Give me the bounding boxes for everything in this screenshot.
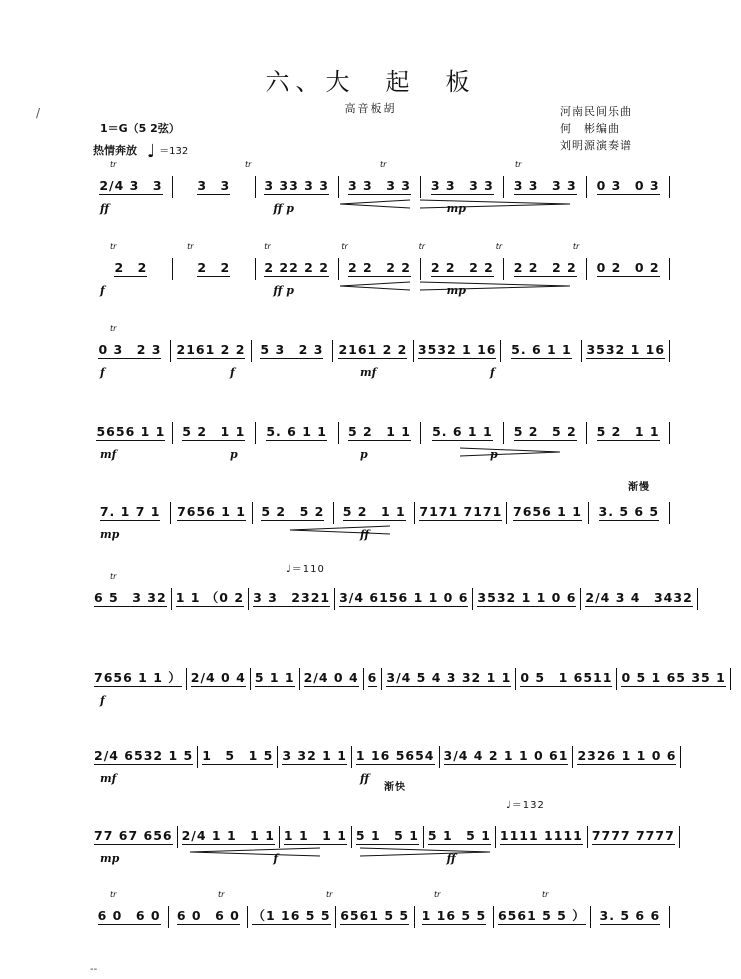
measure-notes: 7656 1 1 — [513, 504, 582, 519]
measure — [339, 176, 422, 198]
measure-notes: （1 16 5 5 — [252, 908, 331, 923]
key-signature: 1＝G（5 2弦） — [100, 122, 180, 135]
measure-notes: 6 — [367, 670, 378, 685]
measure — [173, 422, 256, 444]
measure-notes: 5 1 5 1 — [355, 828, 419, 843]
ornament-row — [90, 322, 670, 338]
dynamic-mark: f — [273, 852, 279, 865]
measure — [256, 258, 339, 280]
trill-mark: tr — [380, 160, 387, 169]
measure — [173, 258, 256, 280]
measure-notes: 2 2 2 2 — [430, 260, 494, 275]
trill-mark: tr — [572, 242, 580, 251]
measure — [90, 746, 198, 768]
dynamics-row — [90, 932, 670, 946]
measure — [501, 340, 582, 362]
notes-row — [90, 826, 675, 848]
measure-notes: 5 2 1 1 — [348, 424, 411, 439]
trill-mark: tr — [110, 324, 117, 333]
dynamic-mark: p — [360, 448, 368, 461]
decrescendo-hairpin — [360, 848, 490, 856]
dynamic-mark: mp — [446, 202, 466, 215]
measure-notes: 6 0 6 0 — [97, 908, 161, 923]
measure-notes: 6 5 3 32 — [94, 590, 167, 605]
measure-notes: 77 67 656 — [94, 828, 173, 843]
measure — [90, 258, 173, 280]
score-line — [90, 808, 675, 868]
ornament-row — [90, 484, 670, 500]
measure — [198, 746, 278, 768]
instrument-subtitle: 高音板胡 — [344, 102, 397, 115]
measure-notes: 0 2 0 2 — [596, 260, 660, 275]
measure — [415, 906, 494, 928]
dynamic-mark: f — [490, 366, 495, 379]
tempo-value: ＝132 — [159, 146, 189, 157]
measure — [280, 826, 352, 848]
trill-mark: tr — [264, 242, 271, 251]
measure-notes: 5 3 2 3 — [260, 342, 324, 357]
measure-notes: 5. 6 1 1 — [511, 342, 572, 357]
measure — [473, 588, 581, 610]
measure — [421, 258, 504, 280]
dynamic-mark: ff — [446, 852, 456, 865]
trill-mark: tr — [434, 890, 441, 899]
measure — [187, 668, 251, 690]
dynamic-mark: mp — [100, 528, 120, 541]
measure-notes: 6561 5 5 ） — [497, 908, 586, 923]
measure — [504, 422, 587, 444]
quarter-note-icon: ♩ — [506, 800, 512, 811]
measure — [256, 176, 339, 198]
crescendo-hairpin — [190, 848, 320, 856]
measure-notes: 2 22 2 2 — [264, 260, 329, 275]
dynamic-mark: mp — [100, 852, 120, 865]
measure-notes: 0 3 0 3 — [596, 178, 660, 193]
notes-row — [90, 906, 670, 928]
measure-notes: 2 2 — [114, 260, 148, 275]
measure — [589, 502, 670, 524]
dynamic-mark: p — [490, 448, 498, 461]
dynamics-row — [90, 614, 670, 628]
ornament-row — [90, 570, 670, 586]
measure — [90, 588, 172, 610]
measure — [421, 176, 504, 198]
measure — [504, 258, 587, 280]
measure — [421, 422, 504, 444]
piece-title: 六、大 起 板 — [265, 68, 476, 96]
trill-mark: tr — [515, 160, 522, 169]
score-line — [90, 650, 726, 710]
measure — [278, 746, 352, 768]
tempo-132-mark: ♩＝132 — [506, 800, 545, 811]
measure-notes: 2/4 3 4 3432 — [585, 590, 693, 605]
measure-notes: 5 2 1 1 — [342, 504, 406, 519]
measure-notes: 5 1 5 1 — [427, 828, 491, 843]
ornament-row — [90, 650, 670, 666]
score-line — [90, 240, 670, 300]
score-line — [90, 322, 670, 382]
trill-mark: tr — [418, 242, 425, 251]
notes-row — [90, 502, 670, 524]
measure — [256, 422, 339, 444]
notes-row — [90, 668, 726, 690]
measure — [573, 746, 681, 768]
measure — [581, 588, 697, 610]
dynamic-mark: ff p — [273, 202, 294, 215]
measure — [90, 668, 187, 690]
measure — [496, 826, 588, 848]
notes-row — [90, 340, 670, 362]
trill-mark: tr — [110, 242, 117, 251]
measure-notes: 5. 6 1 1 — [432, 424, 493, 439]
ornament-row — [90, 808, 670, 824]
measure — [424, 826, 496, 848]
accelerando-mark: 渐快 — [384, 782, 406, 793]
trill-mark: tr — [110, 572, 117, 581]
measure — [588, 826, 680, 848]
trill-mark: tr — [495, 242, 503, 251]
measure — [582, 340, 670, 362]
measure-notes: 5656 1 1 — [96, 424, 166, 439]
tempo-110-mark: ♩＝110 — [286, 564, 325, 575]
decrescendo-hairpin — [420, 200, 570, 208]
ritardando-mark: 渐慢 — [628, 482, 650, 493]
measure-notes: 3 3 2321 — [253, 590, 331, 605]
score-line — [90, 888, 670, 948]
measure-notes: 7. 1 7 1 — [99, 504, 161, 519]
measure-notes: 7656 1 1 — [177, 504, 246, 519]
measure — [516, 668, 617, 690]
measure — [335, 588, 473, 610]
trill-mark: tr — [245, 160, 252, 169]
measure — [249, 588, 335, 610]
measure-notes: 1 16 5654 — [355, 748, 435, 763]
notes-row — [90, 258, 670, 280]
measure-notes: 7171 7171 — [419, 504, 503, 519]
measure — [171, 340, 252, 362]
measure-notes: 3 3 3 3 — [430, 178, 494, 193]
measure-notes: 2161 2 2 — [338, 342, 408, 357]
measure-notes: 1111 1111 — [499, 828, 583, 843]
measure — [333, 340, 414, 362]
score-line — [90, 158, 670, 218]
measure — [248, 906, 335, 928]
measure — [178, 826, 280, 848]
dynamics-row — [90, 366, 670, 380]
measure-notes: 3 32 1 1 — [282, 748, 347, 763]
measure — [90, 340, 171, 362]
measure-notes: 5 2 1 1 — [596, 424, 660, 439]
measure-notes: 1 1 1 1 — [283, 828, 347, 843]
measure-notes: 2 2 2 2 — [348, 260, 411, 275]
measure — [171, 502, 252, 524]
dynamic-mark: mp — [446, 284, 466, 297]
measure-notes: 2/4 0 4 — [190, 670, 246, 685]
trill-mark: tr — [326, 890, 333, 899]
measure — [352, 746, 440, 768]
notes-row — [90, 422, 670, 444]
measure-notes: 5 2 5 2 — [513, 424, 577, 439]
measure — [507, 502, 588, 524]
score-line — [90, 570, 693, 630]
ornament-row — [90, 888, 670, 904]
dynamic-mark: mf — [100, 772, 117, 785]
measure — [617, 668, 730, 690]
measure-notes: 3 3 3 3 — [513, 178, 577, 193]
measure — [494, 906, 591, 928]
ornament-row — [90, 240, 670, 256]
dynamic-mark: ff — [360, 772, 370, 785]
measure — [334, 502, 415, 524]
measure — [382, 668, 516, 690]
measure-notes: 3532 1 16 — [417, 342, 497, 357]
measure — [415, 502, 507, 524]
measure — [172, 588, 249, 610]
measure-notes: 2326 1 1 0 6 — [577, 748, 677, 763]
crescendo-hairpin — [340, 200, 410, 208]
measure — [251, 668, 300, 690]
dynamic-mark: ff — [360, 528, 370, 541]
measure — [336, 906, 415, 928]
trill-mark: tr — [110, 890, 117, 899]
measure — [440, 746, 574, 768]
margin-mark: / — [36, 106, 41, 120]
measure-notes: 3532 1 16 — [586, 342, 666, 357]
credit-arranger: 何 彬编曲 — [560, 122, 620, 135]
measure-notes: 3 3 — [197, 178, 231, 193]
notes-row — [90, 746, 677, 768]
score-line — [90, 484, 670, 544]
measure — [364, 668, 383, 690]
dynamic-mark: f — [230, 366, 235, 379]
decrescendo-hairpin — [420, 282, 570, 290]
dynamic-mark: ff p — [273, 284, 294, 297]
trill-mark: tr — [110, 160, 117, 169]
crescendo-hairpin — [290, 526, 390, 534]
trill-mark: tr — [218, 890, 225, 899]
trill-mark: tr — [187, 242, 194, 251]
measure-notes: 3 33 3 3 — [264, 178, 329, 193]
measure-notes: 3/4 4 2 1 1 0 61 — [443, 748, 569, 763]
measure-notes: 1 1 （0 2 — [175, 590, 245, 605]
measure-notes: 2/4 3 3 — [99, 178, 163, 193]
measure-notes: 0 5 1 6511 — [520, 670, 613, 685]
measure-notes: 3/4 6156 1 1 0 6 — [339, 590, 469, 605]
dynamics-row — [90, 772, 670, 786]
measure-notes: 3/4 5 4 3 32 1 1 — [386, 670, 512, 685]
measure — [587, 258, 670, 280]
credit-origin: 河南民间乐曲 — [560, 105, 632, 118]
measure — [414, 340, 502, 362]
measure-notes: 2/4 0 4 — [303, 670, 359, 685]
measure-notes: 5 1 1 — [254, 670, 295, 685]
measure — [90, 826, 178, 848]
score-line — [90, 404, 670, 464]
measure-notes: 6561 5 5 — [340, 908, 410, 923]
dynamic-mark: mf — [360, 366, 377, 379]
measure-notes: 5. 6 1 1 — [266, 424, 327, 439]
measure — [300, 668, 364, 690]
quarter-note-icon: ♩ — [146, 141, 156, 162]
dynamic-mark: f — [100, 694, 105, 707]
measure — [90, 422, 173, 444]
measure-notes: 0 3 2 3 — [98, 342, 162, 357]
measure — [587, 422, 670, 444]
measure — [587, 176, 670, 198]
ornament-row — [90, 158, 670, 174]
measure-notes: 3. 5 6 5 — [598, 504, 660, 519]
dynamics-row — [90, 694, 670, 708]
measure — [173, 176, 256, 198]
measure-notes: 1 5 1 5 — [202, 748, 274, 763]
decrescendo-hairpin — [460, 448, 560, 456]
measure-notes: 6 0 6 0 — [176, 908, 240, 923]
measure — [169, 906, 248, 928]
measure-notes: 0 5 1 65 35 1 — [621, 670, 726, 685]
dynamic-mark: p — [230, 448, 238, 461]
measure — [90, 176, 173, 198]
dynamics-row — [90, 448, 670, 462]
measure — [252, 340, 333, 362]
measure — [591, 906, 670, 928]
measure — [339, 258, 422, 280]
crescendo-hairpin — [340, 282, 410, 290]
measure-notes: 2/4 1 1 1 1 — [181, 828, 275, 843]
dynamic-mark: mf — [100, 448, 117, 461]
measure-notes: 3. 5 6 6 — [599, 908, 661, 923]
credits-block — [560, 103, 700, 154]
trill-mark: tr — [341, 242, 348, 251]
measure — [352, 826, 424, 848]
measure — [504, 176, 587, 198]
measure-notes: 3532 1 1 0 6 — [477, 590, 577, 605]
measure-notes: 7656 1 1 ） — [94, 670, 182, 685]
ornament-row — [90, 728, 670, 744]
measure-notes: 2/4 6532 1 5 — [94, 748, 194, 763]
dynamic-mark: f — [100, 366, 105, 379]
measure-notes: 5 2 5 2 — [261, 504, 325, 519]
dynamic-mark: ff — [100, 202, 110, 215]
notes-row — [90, 588, 693, 610]
credit-performer: 刘明源演奏谱 — [560, 139, 632, 152]
measure — [339, 422, 422, 444]
measure-notes: 5 2 1 1 — [182, 424, 246, 439]
measure — [90, 502, 171, 524]
ornament-row — [90, 404, 670, 420]
measure-notes: 3 3 3 3 — [348, 178, 411, 193]
expression-text: 热情奔放 — [93, 144, 137, 157]
measure — [253, 502, 334, 524]
dynamic-mark: f — [100, 284, 105, 297]
trill-mark: tr — [542, 890, 549, 899]
quarter-note-icon: ♩ — [286, 564, 292, 575]
bottom-mark: -- — [90, 964, 98, 975]
score-line — [90, 728, 677, 788]
measure-notes: 2 2 2 2 — [513, 260, 577, 275]
measure-notes: 2161 2 2 — [176, 342, 246, 357]
notes-row — [90, 176, 670, 198]
measure — [90, 906, 169, 928]
measure-notes: 2 2 — [197, 260, 231, 275]
measure-notes: 7777 7777 — [591, 828, 675, 843]
measure-notes: 1 16 5 5 — [421, 908, 487, 923]
